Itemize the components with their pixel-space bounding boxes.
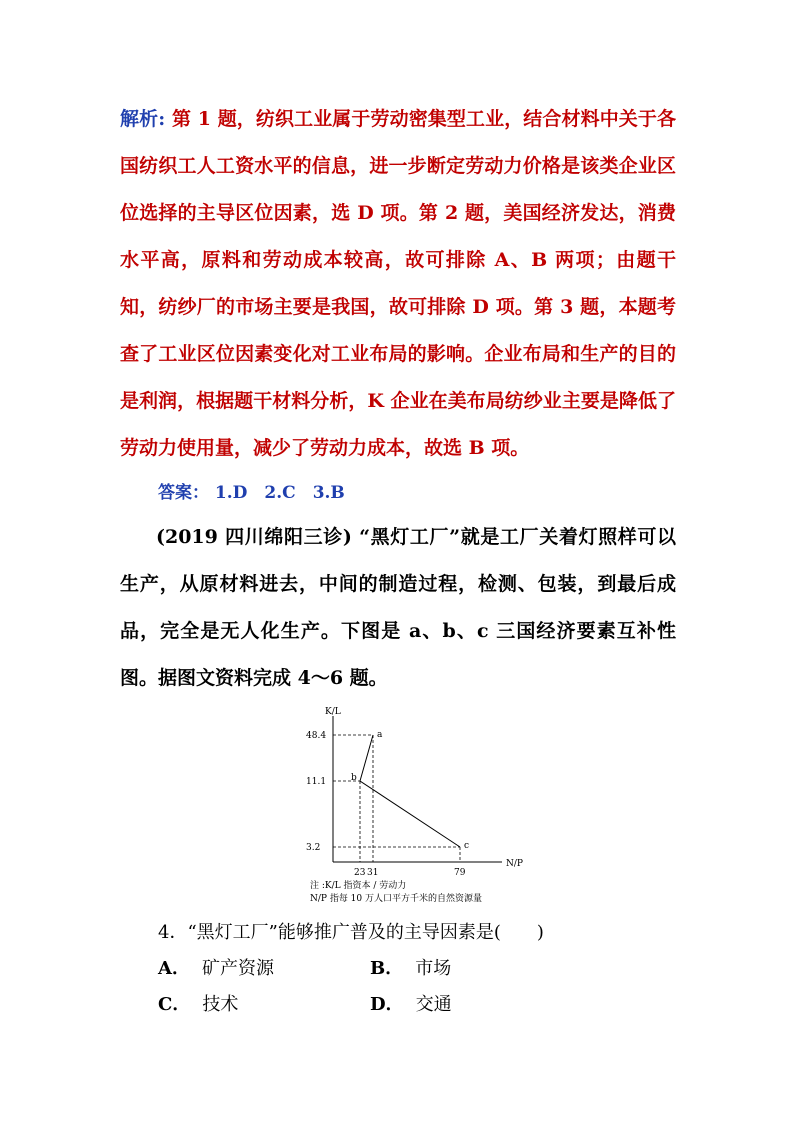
option-d-key: D． — [370, 994, 404, 1015]
option-a-key: A． — [158, 958, 190, 979]
option-d — [370, 992, 452, 1018]
x-tick-label: 31 — [367, 868, 379, 878]
intro-paragraph: (2019 四川绵阳三诊) “黑灯工厂”就是工厂关着灯照样可以生产，从原材料进去，中间的制造过程，检测、包装，到最后成品，完全是无人化生产。下图是 a、b、c 三国经济要素互补性图。据图文资料完成 4～6 题。 — [120, 526, 676, 689]
option-a-text: 矿产资源 — [201, 958, 274, 979]
answer-line — [158, 480, 345, 506]
y-tick-label: 48.4 — [306, 731, 327, 741]
option-b — [370, 956, 451, 982]
point-label-b: b — [351, 773, 357, 783]
answer-text: 1.D 2.C 3.B — [214, 483, 345, 503]
analysis-paragraph — [120, 96, 676, 472]
option-c-text: 技术 — [202, 994, 239, 1015]
answer-label: 答案： — [158, 483, 209, 503]
y-tick-label: 11.1 — [306, 777, 327, 787]
y-tick-label: 3.2 — [306, 843, 321, 853]
option-b-text: 市场 — [415, 958, 452, 979]
point-label-c: c — [464, 841, 470, 851]
question-4: 4．“黑灯工厂”能够推广普及的主导因素是( ) — [158, 922, 544, 943]
chart-note-2: N/P 指每 10 万人口平方千米的自然资源量 — [310, 894, 482, 904]
point-label-a: a — [377, 730, 383, 740]
option-b-key: B． — [370, 958, 404, 979]
x-tick-label: 23 — [354, 868, 366, 878]
x-axis-label: N/P — [506, 859, 523, 869]
y-axis-label: K/L — [325, 707, 341, 717]
option-a — [158, 956, 274, 982]
option-c — [158, 992, 238, 1018]
analysis-label: 解析: — [120, 108, 166, 130]
analysis-text: 第 1 题，纺织工业属于劳动密集型工业，结合材料中关于各国纺织工人工资水平的信息，进一步断定劳动力价格是该类企业区位选择的主导区位因素，选 D 项。第 2 题，美国经济发达，消费水平高，原料和劳动成本较高，故可排除 A、B 两项；由题干知，纺纱厂的市场主要是我国，故可排除 D 项。第 3 题，本题考查了工业区位因素变化对工业布局的影响。企业布局和生产的目的是利润，根据题干材料分析，K 企业在美布局纺纱业主要是降低了劳动力使用量，减少了劳动力成本，故选 B 项。 — [120, 108, 676, 459]
x-tick-label: 79 — [454, 868, 466, 878]
option-c-key: C． — [158, 994, 191, 1015]
option-d-text: 交通 — [415, 994, 452, 1015]
chart-note-1: 注 :K/L 指资本 / 劳动力 — [310, 881, 407, 891]
chart-svg — [300, 702, 540, 882]
series-line — [360, 735, 460, 847]
